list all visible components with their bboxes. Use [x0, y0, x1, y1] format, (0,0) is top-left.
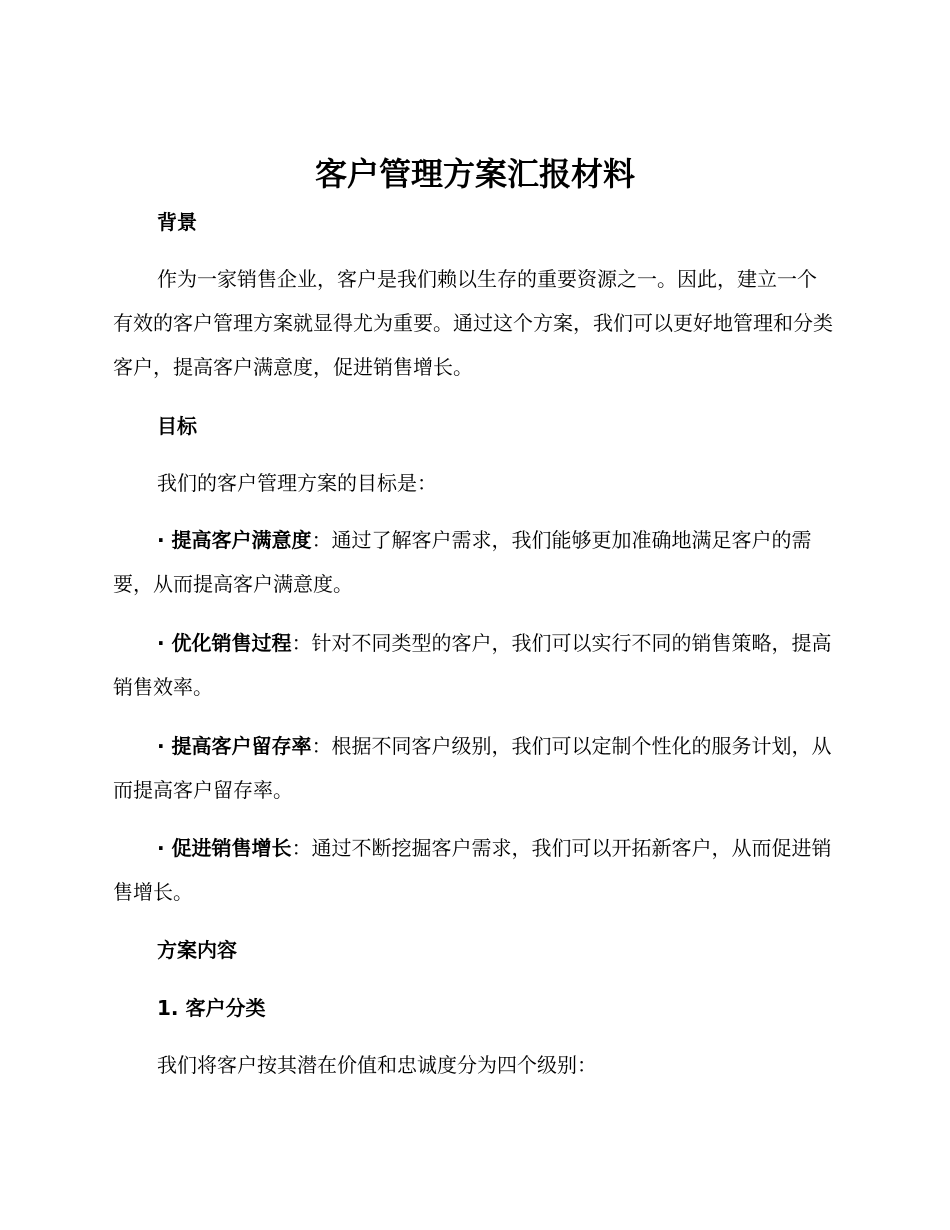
goal-text: ：通过了解客户需求，我们能够更加准确地满足客户的需要，从而提高客户满意度。: [113, 528, 812, 596]
goal-text: ：针对不同类型的客户，我们可以实行不同的销售策略，提高销售效率。: [113, 631, 832, 699]
background-heading: 背景: [157, 210, 197, 234]
section1-heading: 1. 客户分类: [157, 996, 266, 1020]
goal-text: ：通过不断挖掘客户需求，我们可以开拓新客户，从而促进销售增长。: [113, 836, 832, 904]
document-title: 客户管理方案汇报材料: [314, 155, 635, 193]
goal-item-growth: [113, 826, 833, 914]
goals-heading: 目标: [157, 414, 197, 438]
goal-item-retention: [113, 724, 833, 812]
background-paragraph: 作为一家销售企业，客户是我们赖以生存的重要资源之一。因此，建立一个有效的客户管理方案就显得尤为重要。通过这个方案，我们可以更好地管理和分类客户，提高客户满意度，促进销售增长。: [113, 267, 833, 379]
goal-label: · 促进销售增长: [157, 836, 292, 860]
goal-text: ：根据不同客户级别，我们可以定制个性化的服务计划，从而提高客户留存率。: [113, 734, 832, 802]
goal-label: · 提高客户满意度: [157, 528, 312, 552]
goal-item-sales-process: [113, 621, 833, 709]
goals-intro: 我们的客户管理方案的目标是：: [157, 471, 437, 495]
content-heading: 方案内容: [157, 938, 237, 962]
goal-item-satisfaction: [113, 518, 833, 606]
goal-label: · 提高客户留存率: [157, 734, 312, 758]
goal-label: · 优化销售过程: [157, 631, 292, 655]
section1-paragraph: 我们将客户按其潜在价值和忠诚度分为四个级别：: [157, 1053, 597, 1077]
